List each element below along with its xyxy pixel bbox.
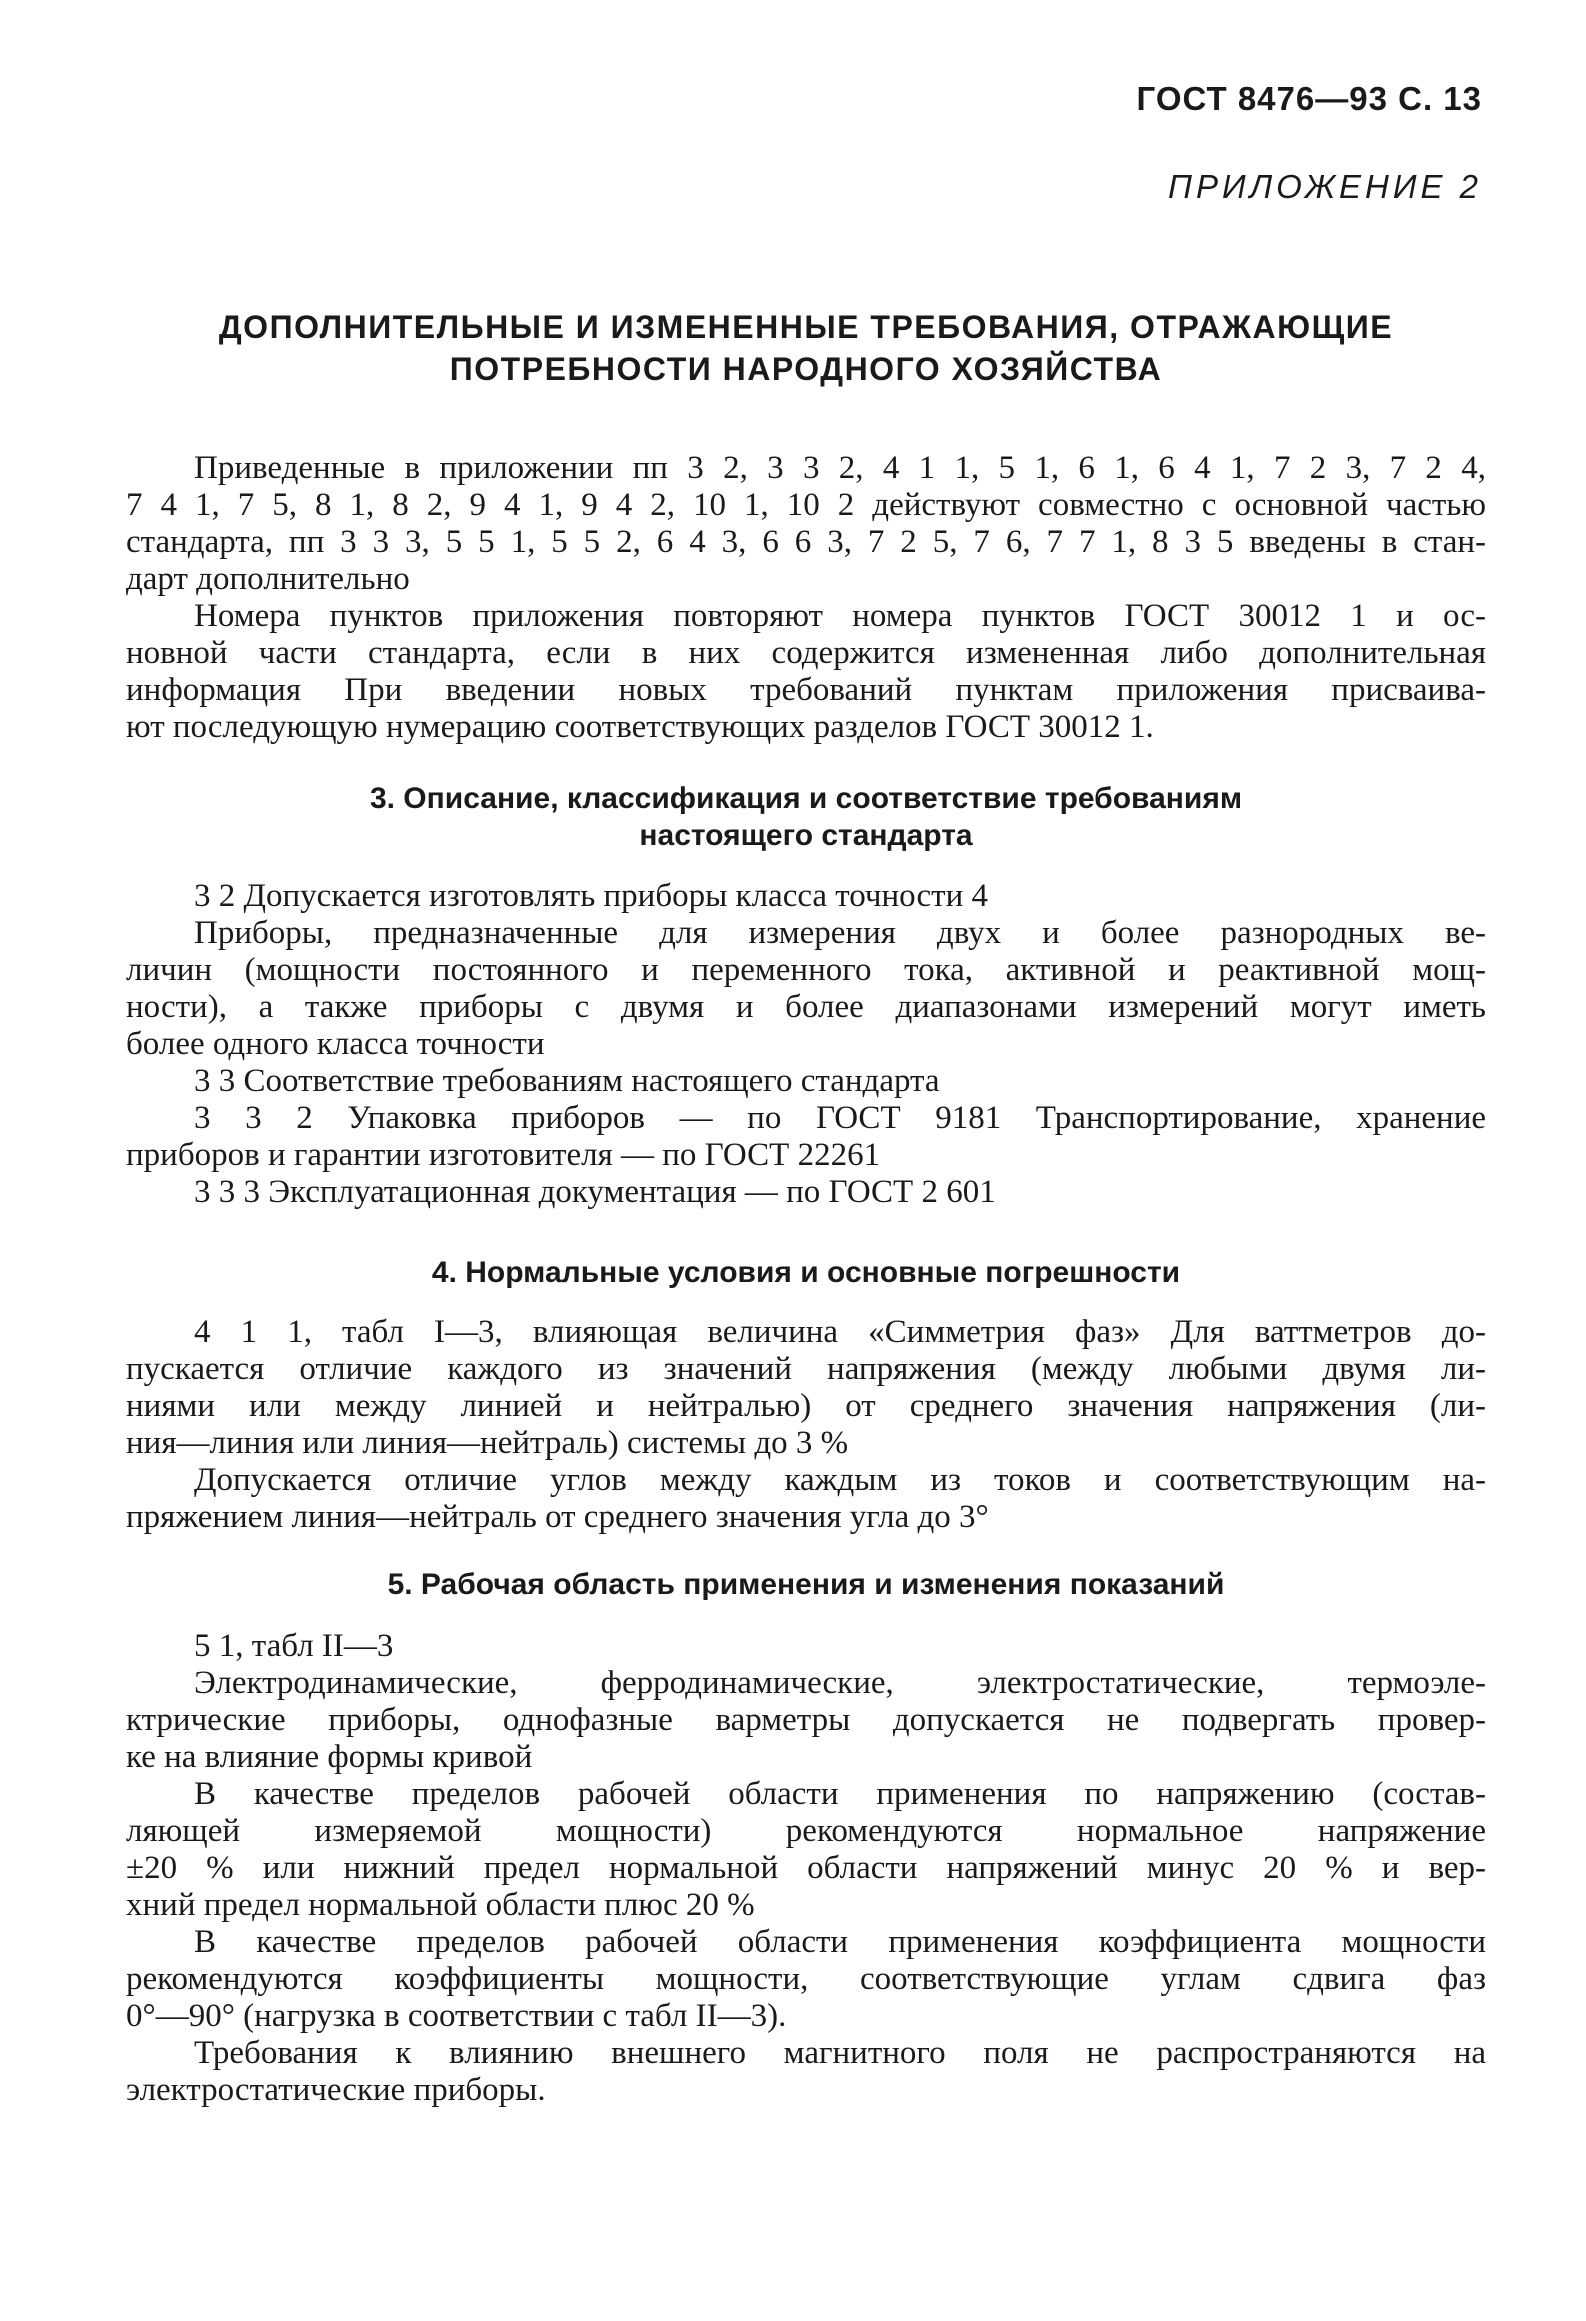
text-line: 3 2 Допускается изготовлять приборы класса точности 4 xyxy=(194,878,988,914)
section-4-paragraph-1 xyxy=(126,1314,1486,1462)
text-line: более одного класса точности xyxy=(126,1026,545,1062)
intro-paragraph-2 xyxy=(126,598,1486,746)
text-line: ляющей измеряемой мощности) рекомендуются нормальное напряжение xyxy=(126,1813,1486,1849)
text-line: Допускается отличие углов между каждым из токов и соответствующим на- xyxy=(194,1462,1486,1498)
text-line: ниями или между линией и нейтралью) от среднего значения напряжения (ли- xyxy=(126,1388,1486,1424)
appendix-label: ПРИЛОЖЕНИЕ 2 xyxy=(1168,168,1482,205)
section-4-title: 4. Нормальные условия и основные погрешности xyxy=(431,1256,1181,1289)
text-line: ют последующую нумерацию соответствующих разделов ГОСТ 30012 1. xyxy=(126,709,1154,745)
text-line: Требования к влиянию внешнего магнитного поля не распространяются на xyxy=(194,2035,1486,2071)
text-line: В качестве пределов рабочей области применения коэффициента мощности xyxy=(194,1924,1486,1960)
text-line: рекомендуются коэффициенты мощности, соответствующие углам сдвига фаз xyxy=(126,1961,1486,1997)
section-4-paragraph-2 xyxy=(126,1462,1486,1536)
text-line: 3 3 Соответствие требованиям настоящего стандарта xyxy=(194,1063,940,1099)
text-line: Электродинамические, ферродинамические, электростатические, термоэле- xyxy=(194,1665,1486,1701)
section-5-paragraph-5 xyxy=(126,2035,1486,2109)
title-line-2: ПОТРЕБНОСТИ НАРОДНОГО ХОЗЯЙСТВА xyxy=(449,351,1163,387)
section-5-paragraph-3 xyxy=(126,1776,1486,1924)
section-5-paragraph-4 xyxy=(126,1924,1486,2035)
text-line: электростатические приборы. xyxy=(126,2072,546,2108)
text-line: ке на влияние формы кривой xyxy=(126,1739,533,1775)
text-line: 5 1, табл II—3 xyxy=(194,1628,394,1664)
section-3-title xyxy=(126,780,1486,854)
text-line: Приведенные в приложении пп 3 2, 3 3 2, 4 1 1, 5 1, 6 1, 6 4 1, 7 2 3, 7 2 4, xyxy=(194,450,1486,486)
section-3-title-line-2: настоящего стандарта xyxy=(639,819,973,852)
page-title xyxy=(126,306,1486,390)
section-5-title: 5. Рабочая область применения и изменения показаний xyxy=(387,1568,1225,1601)
text-line: Номера пунктов приложения повторяют номера пунктов ГОСТ 30012 1 и ос- xyxy=(194,598,1486,634)
document-header: ГОСТ 8476—93 С. 13 xyxy=(1136,80,1482,117)
title-line-1: ДОПОЛНИТЕЛЬНЫЕ И ИЗМЕНЕННЫЕ ТРЕБОВАНИЯ, ОТРАЖАЮЩИЕ xyxy=(218,309,1394,345)
section-3-paragraph-4 xyxy=(126,1100,1486,1174)
text-line: ктрические приборы, однофазные варметры допускается не подвергать провер- xyxy=(126,1702,1486,1738)
text-line: хний предел нормальной области плюс 20 % xyxy=(126,1887,755,1923)
text-line: пряжением линия—нейтраль от среднего значения угла до 3° xyxy=(126,1499,989,1535)
section-5-paragraph-1 xyxy=(126,1628,1486,1665)
text-line: ности), а также приборы с двумя и более диапазонами измерений могут иметь xyxy=(126,989,1486,1025)
section-3-title-line-1: 3. Описание, классификация и соответствие требованиям xyxy=(369,782,1243,815)
text-line: 3 3 2 Упаковка приборов — по ГОСТ 9181 Транспортирование, хранение xyxy=(194,1100,1486,1136)
text-line: пускается отличие каждого из значений напряжения (между любыми двумя ли- xyxy=(126,1351,1486,1387)
text-line: 3 3 3 Эксплуатационная документация — по ГОСТ 2 601 xyxy=(194,1174,996,1210)
section-3-paragraph-1 xyxy=(126,878,1486,915)
text-line: ±20 % или нижний предел нормальной области напряжений минус 20 % и вер- xyxy=(126,1850,1486,1886)
section-3-paragraph-2 xyxy=(126,915,1486,1063)
section-5-paragraph-2 xyxy=(126,1665,1486,1776)
section-3-paragraph-3 xyxy=(126,1063,1486,1100)
section-3-paragraph-5 xyxy=(126,1174,1486,1211)
text-line: 0°—90° (нагрузка в соответствии с табл II—3). xyxy=(126,1998,787,2034)
text-line: стандарта, пп 3 3 3, 5 5 1, 5 5 2, 6 4 3, 6 6 3, 7 2 5, 7 6, 7 7 1, 8 3 5 введены в стан- xyxy=(126,524,1486,560)
text-line: ния—линия или линия—нейтраль) системы до 3 % xyxy=(126,1425,849,1461)
text-line: 7 4 1, 7 5, 8 1, 8 2, 9 4 1, 9 4 2, 10 1, 10 2 действуют совместно с основной частью xyxy=(126,487,1486,523)
text-line: В качестве пределов рабочей области применения по напряжению (состав- xyxy=(194,1776,1486,1812)
text-line: личин (мощности постоянного и переменного тока, активной и реактивной мощ- xyxy=(126,952,1486,988)
text-line: информация При введении новых требований пунктам приложения присваива- xyxy=(126,672,1486,708)
text-line: приборов и гарантии изготовителя — по ГОСТ 22261 xyxy=(126,1137,881,1173)
intro-paragraph-1 xyxy=(126,450,1486,598)
text-line: дарт дополнительно xyxy=(126,561,410,597)
text-line: Приборы, предназначенные для измерения двух и более разнородных ве- xyxy=(194,915,1486,951)
text-line: 4 1 1, табл I—3, влияющая величина «Симметрия фаз» Для ваттметров до- xyxy=(194,1314,1486,1350)
text-line: новной части стандарта, если в них содержится измененная либо дополнительная xyxy=(126,635,1486,671)
